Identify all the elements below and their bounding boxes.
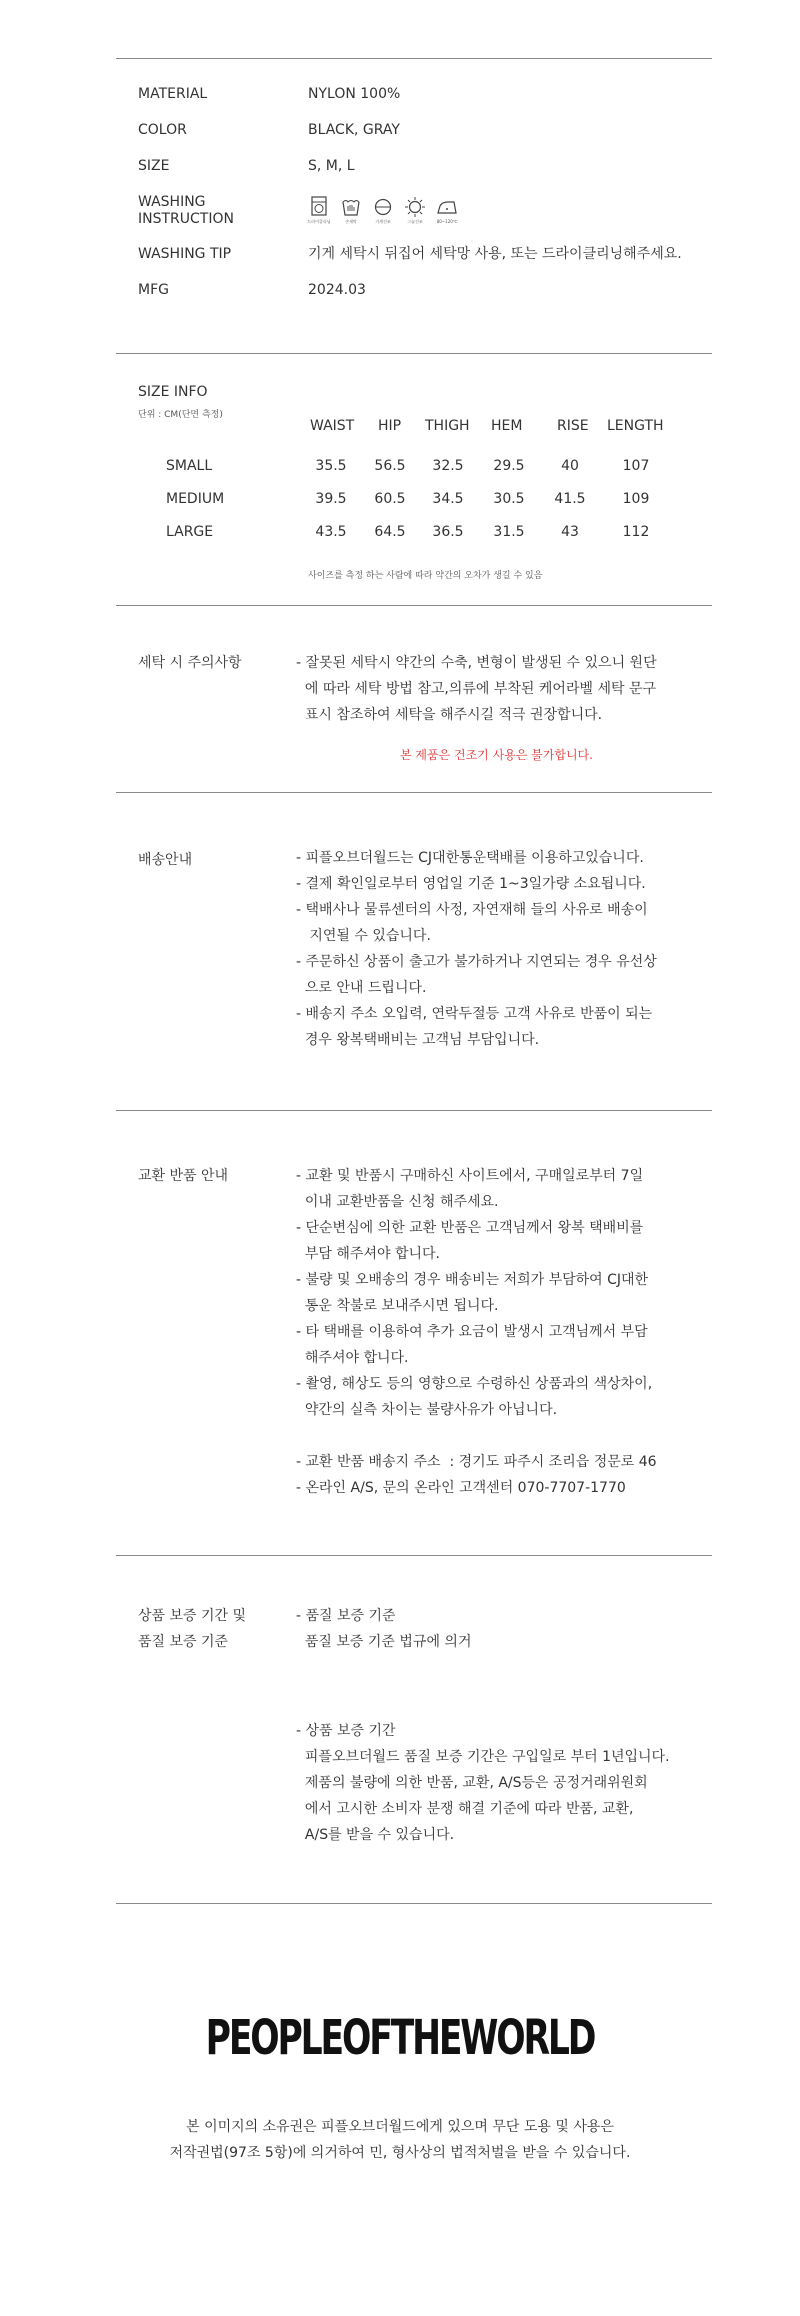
- size-row-label: LARGE: [166, 524, 214, 540]
- washing-tip-label: WASHING TIP: [138, 246, 232, 262]
- size-value: S, M, L: [308, 158, 355, 174]
- copyright-line-2: 저작권법(97조 5항)에 의거하여 민, 형사상의 법적처벌을 받을 수 있습니다.: [169, 2145, 631, 2161]
- size-header: THIGH: [425, 418, 470, 434]
- text-line: - 택배사나 물류센터의 사정, 자연재해 들의 사유로 배송이: [296, 902, 648, 918]
- washing-label: [138, 194, 234, 228]
- color-label: COLOR: [138, 122, 187, 138]
- size-cell: 31.5: [493, 524, 525, 540]
- washing-caution-body: [296, 650, 716, 728]
- size-cell: 34.5: [432, 491, 464, 507]
- size-header: LENGTH: [607, 418, 664, 434]
- mfg-value: 2024.03: [308, 282, 366, 298]
- text-line: 표시 참조하여 세탁을 해주시길 적극 권장합니다.: [296, 707, 603, 723]
- text-line: - 배송지 주소 오입력, 연락두절등 고객 사유로 반품이 되는: [296, 1006, 653, 1022]
- mfg-label: MFG: [138, 282, 169, 298]
- size-header: HIP: [378, 418, 402, 434]
- iron-low-icon: [436, 196, 458, 224]
- size-label: SIZE: [138, 158, 170, 174]
- text-line: - 교환 및 반품시 구매하신 사이트에서, 구매일로부터 7일: [296, 1168, 644, 1184]
- washing-caution-label: 세탁 시 주의사항: [138, 655, 242, 671]
- divider: [116, 605, 712, 606]
- text-line: - 교환 반품 배송지 주소 : 경기도 파주시 조리읍 정문로 46: [296, 1454, 657, 1470]
- text-line: [296, 1423, 716, 1449]
- exchange-body: [296, 1163, 716, 1501]
- washing-label-line-1: WASHING: [138, 194, 206, 210]
- washing-tip-value: 기게 세탁시 뒤집어 세탁망 사용, 또는 드라이클리닝해주세요.: [308, 246, 682, 262]
- size-cell: 56.5: [374, 458, 406, 474]
- divider: [116, 353, 712, 354]
- text-line: 에 따라 세탁 방법 참고,의류에 부착된 케어라벨 세탁 문구: [296, 681, 657, 697]
- text-line: A/S를 받을 수 있습니다.: [296, 1827, 455, 1843]
- text-line: 피플오브더월드 품질 보증 기간은 구입일로 부터 1년입니다.: [296, 1749, 670, 1765]
- text-line: - 피플오브더월드는 CJ대한통운택배를 이용하고있습니다.: [296, 850, 644, 866]
- text-line: - 주문하신 상품이 출고가 불가하거나 지연되는 경우 유선상: [296, 954, 657, 970]
- text-line: - 온라인 A/S, 문의 온라인 고객센터 070-7707-1770: [296, 1480, 626, 1496]
- warranty-period-body: [296, 1718, 716, 1848]
- no-tumble-dry-icon: [372, 196, 394, 224]
- text-line: - 타 택배를 이용하여 추가 요금이 발생시 고객님께서 부담: [296, 1324, 648, 1340]
- color-value: BLACK, GRAY: [308, 122, 400, 138]
- warranty-label-line-2: 품질 보증 기준: [138, 1634, 229, 1650]
- text-line: - 결제 확인일로부터 영업일 기준 1~3일가량 소요됩니다.: [296, 876, 646, 892]
- divider: [116, 1110, 712, 1111]
- warranty-label: [138, 1603, 246, 1655]
- text-line: - 품질 보증 기준: [296, 1608, 396, 1624]
- copyright-line-1: 본 이미지의 소유권은 피플오브더월드에게 있으며 무단 도용 및 사용은: [186, 2119, 614, 2135]
- size-info-unit: 단위 : CM(단면 측정): [138, 410, 223, 420]
- size-cell: 36.5: [432, 524, 464, 540]
- washing-icons: [308, 196, 458, 224]
- size-cell: 35.5: [315, 458, 347, 474]
- size-cell: 112: [622, 524, 650, 540]
- size-cell: 109: [622, 491, 650, 507]
- text-line: 지연될 수 있습니다.: [296, 928, 431, 944]
- handwash-icon: [340, 196, 362, 224]
- icon-caption: 기계건조: [375, 219, 391, 224]
- size-row-label: MEDIUM: [166, 491, 225, 507]
- dryer-warning: 본 제품은 건조기 사용은 불가합니다.: [400, 748, 593, 762]
- material-value: NYLON 100%: [308, 86, 401, 102]
- text-line: 통운 착불로 보내주시면 됩니다.: [296, 1298, 499, 1314]
- warranty-quality-body: [296, 1603, 716, 1655]
- text-line: 경우 왕복택배비는 고객님 부담입니다.: [296, 1032, 540, 1048]
- text-line: 이내 교환반품을 신청 해주세요.: [296, 1194, 499, 1210]
- text-line: - 촬영, 해상도 등의 영향으로 수령하신 상품과의 색상차이,: [296, 1376, 653, 1392]
- text-line: - 잘못된 세탁시 약간의 수축, 변형이 발생된 수 있으니 원단: [296, 655, 657, 671]
- size-cell: 43: [561, 524, 579, 540]
- dryclean-icon: [308, 196, 330, 224]
- text-line: 품질 보증 기준 법규에 의거: [296, 1634, 472, 1650]
- text-line: 해주셔야 합니다.: [296, 1350, 409, 1366]
- size-cell: 43.5: [315, 524, 347, 540]
- exchange-label: 교환 반품 안내: [138, 1168, 229, 1184]
- size-info-title: SIZE INFO: [138, 384, 208, 400]
- text-line: 에서 고시한 소비자 분쟁 해결 기준에 따라 반품, 교환,: [296, 1801, 634, 1817]
- shipping-body: [296, 845, 716, 1053]
- size-cell: 32.5: [432, 458, 464, 474]
- size-cell: 40: [561, 458, 579, 474]
- divider: [116, 1555, 712, 1556]
- size-info-note: 사이즈를 측정 하는 사람에 따라 약간의 오차가 생길 수 있음: [308, 571, 543, 581]
- washing-label-line-2: INSTRUCTION: [138, 211, 234, 227]
- warranty-label-line-1: 상품 보증 기간 및: [138, 1608, 247, 1624]
- size-cell: 107: [622, 458, 650, 474]
- divider: [116, 792, 712, 793]
- size-cell: 39.5: [315, 491, 347, 507]
- material-label: MATERIAL: [138, 86, 208, 102]
- size-row-label: SMALL: [166, 458, 213, 474]
- size-header: RISE: [557, 418, 589, 434]
- shade-dry-icon: [404, 196, 426, 224]
- text-line: - 상품 보증 기간: [296, 1723, 396, 1739]
- size-cell: 64.5: [374, 524, 406, 540]
- text-line: 제품의 불량에 의한 반품, 교환, A/S등은 공정거래위원회: [296, 1775, 648, 1791]
- text-line: 으로 안내 드립니다.: [296, 980, 427, 996]
- divider: [116, 1903, 712, 1904]
- text-line: 부담 해주셔야 합니다.: [296, 1246, 440, 1262]
- text-line: - 불량 및 오배송의 경우 배송비는 저희가 부담하여 CJ대한: [296, 1272, 649, 1288]
- brand-logo: PEOPLEOFTHEWORLD: [205, 2010, 595, 2066]
- icon-caption: 80~120℃: [436, 219, 458, 224]
- size-cell: 60.5: [374, 491, 406, 507]
- size-header: HEM: [491, 418, 523, 434]
- divider: [116, 58, 712, 59]
- shipping-label: 배송안내: [138, 852, 193, 868]
- icon-caption: 그늘건조: [407, 219, 423, 224]
- size-cell: 29.5: [493, 458, 525, 474]
- size-header: WAIST: [310, 418, 355, 434]
- text-line: - 단순변심에 의한 교환 반품은 고객님께서 왕복 택배비를: [296, 1220, 644, 1236]
- text-line: 약간의 실측 차이는 불량사유가 아닙니다.: [296, 1402, 558, 1418]
- size-cell: 41.5: [554, 491, 586, 507]
- size-cell: 30.5: [493, 491, 525, 507]
- icon-caption: 손세탁: [345, 219, 357, 224]
- icon-caption: 드라이클리닝: [307, 219, 331, 224]
